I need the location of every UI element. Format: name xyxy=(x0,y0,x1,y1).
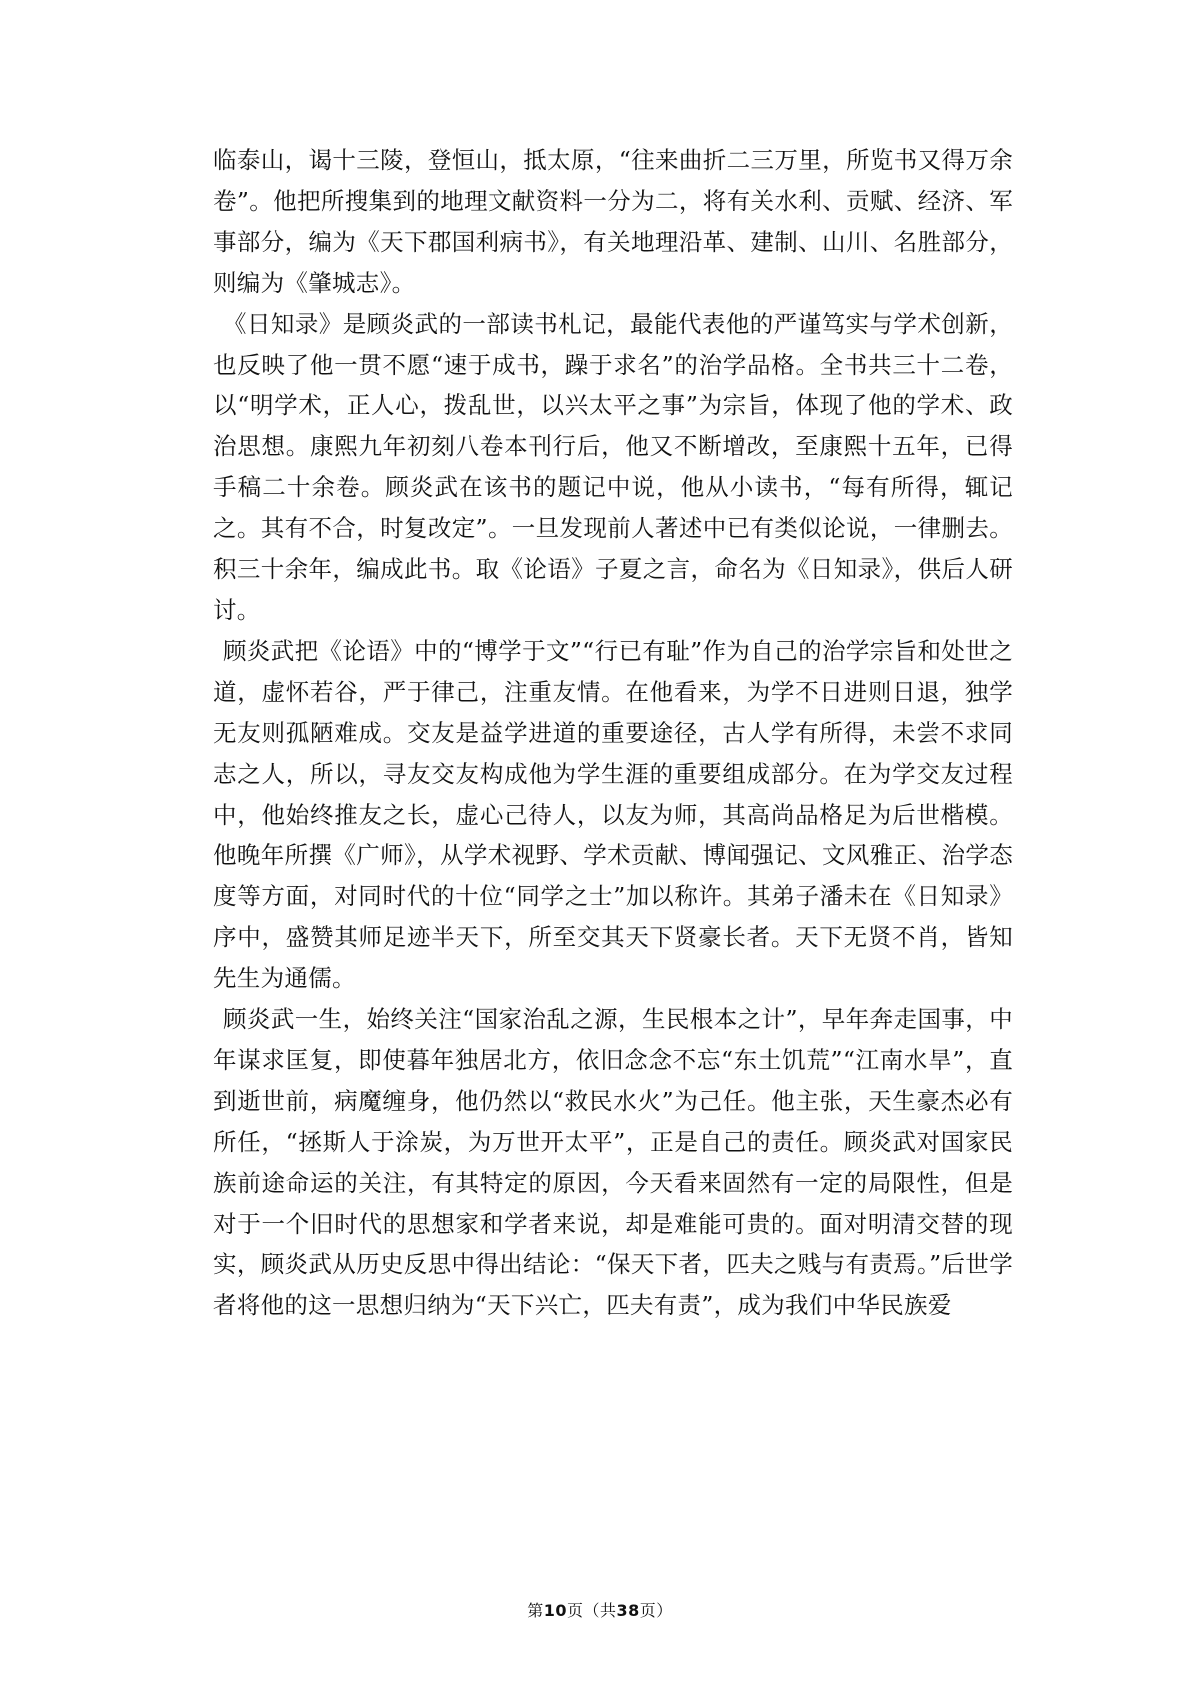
total-page-count: 38 xyxy=(616,1601,640,1620)
footer-prefix: 第 xyxy=(527,1601,544,1620)
footer-suffix: 页） xyxy=(639,1601,673,1620)
paragraph-2: 《日知录》是顾炎武的一部读书札记，最能代表他的严谨笃实与学术创新，也反映了他一贯不愿“速于成书，躁于求名”的治学品格。全书共三十二卷，以“明学术，正人心，拨乱世，以兴太平之事”为宗旨，体现了他的学术、政治思想。康熙九年初刻八卷本刊行后，他又不断增改，至康熙十五年，已得手稿二十余卷。顾炎武在该书的题记中说，他从小读书，“每有所得，辄记之。其有不合，时复改定”。一旦发现前人著述中已有类似论说，一律删去。积三十余年，编成此书。取《论语》子夏之言，命名为《日知录》，供后人研讨。 xyxy=(213,309,1013,624)
page-footer xyxy=(0,1598,1200,1621)
paragraph-1: 临泰山，谒十三陵，登恒山，抵太原，“往来曲折二三万里，所览书又得万余卷”。他把所搜集到的地理文献资料一分为二，将有关水利、贡赋、经济、军事部分，编为《天下郡国利病书》，有关地理沿革、建制、山川、名胜部分，则编为《肇城志》。 xyxy=(213,146,1013,297)
paragraph-4: 顾炎武一生，始终关注“国家治乱之源，生民根本之计”，早年奔走国事，中年谋求匡复，即使暮年独居北方，依旧念念不忘“东土饥荒”“江南水旱”，直到逝世前，病魔缠身，他仍然以“救民水火”为己任。他主张，天生豪杰必有所任，“拯斯人于涂炭，为万世开太平”，正是自己的责任。顾炎武对国家民族前途命运的关注，有其特定的原因，今天看来固然有一定的局限性，但是对于一个旧时代的思想家和学者来说，却是难能可贵的。面对明清交替的现实，顾炎武从历史反思中得出结论：“保天下者，匹夫之贱与有责焉。”后世学者将他的这一思想归纳为“天下兴亡，匹夫有责”，成为我们中华民族爱 xyxy=(213,1005,1013,1320)
document-body xyxy=(213,140,1013,1326)
current-page-number: 10 xyxy=(543,1601,567,1620)
footer-middle: 页（共 xyxy=(566,1601,617,1620)
paragraph-3: 顾炎武把《论语》中的“博学于文”“行已有耻”作为自己的治学宗旨和处世之道，虚怀若谷，严于律己，注重友情。在他看来，为学不日进则日退，独学无友则孤陋难成。交友是益学进道的重要途径，古人学有所得，未尝不求同志之人，所以，寻友交友构成他为学生涯的重要组成部分。在为学交友过程中，他始终推友之长，虚心己待人，以友为师，其高尚品格足为后世楷模。他晚年所撰《广师》，从学术视野、学术贡献、博闻强记、文风雅正、治学态度等方面，对同时代的十位“同学之士”加以称许。其弟子潘未在《日知录》序中，盛赞其师足迹半天下，所至交其天下贤豪长者。天下无贤不肖，皆知先生为通儒。 xyxy=(213,636,1013,993)
